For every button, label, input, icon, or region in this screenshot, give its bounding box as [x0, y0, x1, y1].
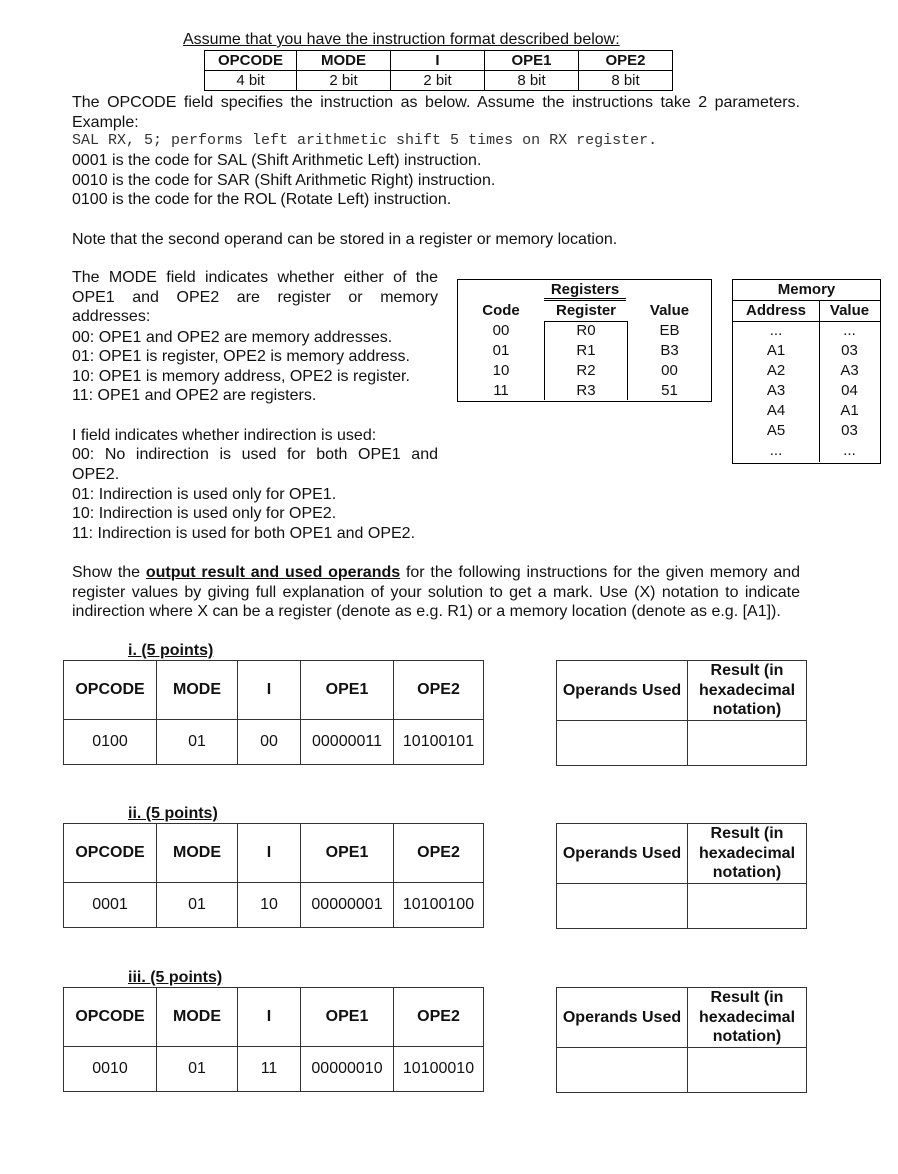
instruction-table [63, 987, 484, 1092]
instr-header: OPE1 [301, 661, 394, 720]
instr-header: MODE [157, 988, 238, 1047]
register-name: R3 [576, 381, 596, 399]
instr-header: OPE2 [394, 824, 484, 883]
memory-value: A3 [840, 361, 859, 379]
instr-header: OPCODE [64, 988, 157, 1047]
instr-value: 01 [157, 1047, 238, 1092]
format-header: OPE1 [485, 51, 579, 71]
format-size: 4 bit [205, 71, 297, 91]
register-value: EB [659, 321, 680, 339]
memory-address: A1 [766, 341, 786, 359]
memory-address: A5 [766, 421, 786, 439]
register-value: 00 [661, 361, 678, 379]
answer-table [556, 987, 807, 1093]
result-answer-cell[interactable] [688, 720, 807, 765]
memory-value: ... [843, 321, 856, 339]
instr-value: 01 [157, 720, 238, 765]
instruction-table [63, 660, 484, 765]
memory-row [733, 320, 880, 340]
opcode-paragraph: The OPCODE field specifies the instruction as below. Assume the instructions take 2 parameters. Example: [72, 94, 800, 131]
memory-table [732, 279, 881, 464]
register-row [458, 360, 711, 380]
intro-text: Assume that you have the instruction format described below: [183, 31, 620, 48]
register-name: R1 [576, 341, 596, 359]
ifield-item: 11: Indirection is used for both OPE1 and OPE2. [72, 525, 416, 542]
instr-header: OPE1 [301, 824, 394, 883]
operands-header: Operands Used [557, 661, 688, 721]
instr-header: OPCODE [64, 824, 157, 883]
register-header: Code [482, 301, 520, 319]
result-answer-cell[interactable] [688, 1047, 807, 1092]
instr-value: 0100 [64, 720, 157, 765]
format-header: MODE [297, 51, 391, 71]
format-size: 8 bit [485, 71, 579, 91]
instructions-text: Show the [72, 564, 146, 581]
result-header: Result (in hexadecimal notation) [688, 824, 807, 884]
instr-header: MODE [157, 824, 238, 883]
instr-value: 01 [157, 883, 238, 928]
memory-address: ... [769, 321, 783, 339]
question-label: i. (5 points) [128, 642, 214, 659]
memory-value: A1 [840, 401, 859, 419]
memory-address: A3 [766, 381, 786, 399]
format-header: OPE2 [579, 51, 673, 71]
register-code: 11 [493, 381, 509, 399]
instr-header: I [238, 824, 301, 883]
instructions-text: for the following instructions for the given memory and register values by giving full explanation of your solution to get a mark. Use (X) notation to indicate indirection where X can be a register (denote as e.g. R1) or a memory location (denote as e.g. [A1]). [72, 564, 801, 620]
memory-address: A2 [766, 361, 786, 379]
instructions-emphasis: output result and used operands [145, 564, 401, 581]
register-value: 51 [661, 381, 678, 399]
memory-value: ... [843, 441, 856, 459]
question-label: iii. (5 points) [128, 969, 223, 986]
question-label: ii. (5 points) [128, 805, 218, 822]
mode-item: 10: OPE1 is memory address, OPE2 is register. [72, 368, 410, 385]
example-code: SAL RX, 5; performs left arithmetic shift 5 times on RX register. [72, 132, 658, 149]
format-size: 2 bit [391, 71, 485, 91]
memory-row [733, 400, 880, 420]
operands-answer-cell[interactable] [557, 720, 688, 765]
memory-value: 03 [841, 341, 858, 359]
result-header: Result (in hexadecimal notation) [688, 661, 807, 721]
instructions-paragraph [72, 563, 800, 622]
register-header: Value [649, 301, 690, 319]
register-row [458, 380, 711, 400]
instr-header: I [238, 988, 301, 1047]
result-header: Result (in hexadecimal notation) [688, 988, 807, 1048]
registers-title: Registers [544, 281, 626, 299]
instr-value: 00000011 [301, 720, 394, 765]
instr-header: OPE2 [394, 988, 484, 1047]
operands-header: Operands Used [557, 988, 688, 1048]
memory-value: 03 [841, 421, 858, 439]
instr-value: 11 [238, 1047, 301, 1092]
mode-item: 11: OPE1 and OPE2 are registers. [72, 387, 317, 404]
memory-header: Address [745, 301, 807, 319]
format-size: 8 bit [579, 71, 673, 91]
ifield-item: 00: No indirection is used for both OPE1 and OPE2. [72, 446, 438, 483]
register-row [458, 340, 711, 360]
memory-row [733, 420, 880, 440]
memory-address: A4 [766, 401, 786, 419]
register-code: 10 [492, 361, 510, 379]
code-line: 0010 is the code for SAR (Shift Arithmetic Right) instruction. [72, 172, 496, 189]
operands-answer-cell[interactable] [557, 1047, 688, 1092]
instr-header: OPE2 [394, 661, 484, 720]
answer-table [556, 660, 807, 766]
instr-value: 10100101 [394, 720, 484, 765]
mode-item: 01: OPE1 is register, OPE2 is memory address. [72, 348, 410, 365]
memory-address: ... [769, 441, 783, 459]
instr-value: 10 [238, 883, 301, 928]
memory-row [733, 360, 880, 380]
ifield-item: 01: Indirection is used only for OPE1. [72, 486, 337, 503]
instruction-table [63, 823, 484, 928]
format-header: OPCODE [205, 51, 297, 71]
instr-value: 10100100 [394, 883, 484, 928]
register-code: 01 [492, 341, 510, 359]
instr-value: 0010 [64, 1047, 157, 1092]
answer-table [556, 823, 807, 929]
mode-paragraph: The MODE field indicates whether either of the OPE1 and OPE2 are register or memory addresses: [72, 269, 438, 325]
instr-value: 00000010 [301, 1047, 394, 1092]
operands-header: Operands Used [557, 824, 688, 884]
register-code: 00 [492, 321, 510, 339]
memory-row [733, 440, 880, 460]
instr-value: 0001 [64, 883, 157, 928]
register-value: B3 [660, 341, 679, 359]
memory-row [733, 380, 880, 400]
note-text: Note that the second operand can be stored in a register or memory location. [72, 231, 618, 248]
instr-header: I [238, 661, 301, 720]
code-line: 0100 is the code for the ROL (Rotate Left) instruction. [72, 191, 452, 208]
instr-value: 00000001 [301, 883, 394, 928]
ifield-paragraph: I field indicates whether indirection is used: [72, 427, 377, 444]
format-header: I [391, 51, 485, 71]
operands-answer-cell[interactable] [557, 883, 688, 928]
instruction-format-table [204, 50, 673, 91]
registers-table [457, 279, 712, 402]
ifield-item: 10: Indirection is used only for OPE2. [72, 505, 337, 522]
instr-value: 10100010 [394, 1047, 484, 1092]
instr-value: 00 [238, 720, 301, 765]
register-name: R0 [576, 321, 596, 339]
instr-header: OPCODE [64, 661, 157, 720]
register-name: R2 [576, 361, 596, 379]
memory-row [733, 340, 880, 360]
register-header: Register [555, 301, 617, 319]
instr-header: OPE1 [301, 988, 394, 1047]
memory-header: Value [829, 301, 870, 319]
register-row [458, 320, 711, 340]
code-line: 0001 is the code for SAL (Shift Arithmetic Left) instruction. [72, 152, 482, 169]
format-size: 2 bit [297, 71, 391, 91]
mode-item: 00: OPE1 and OPE2 are memory addresses. [72, 329, 393, 346]
result-answer-cell[interactable] [688, 883, 807, 928]
memory-title: Memory [777, 281, 836, 298]
memory-value: 04 [841, 381, 858, 399]
instr-header: MODE [157, 661, 238, 720]
